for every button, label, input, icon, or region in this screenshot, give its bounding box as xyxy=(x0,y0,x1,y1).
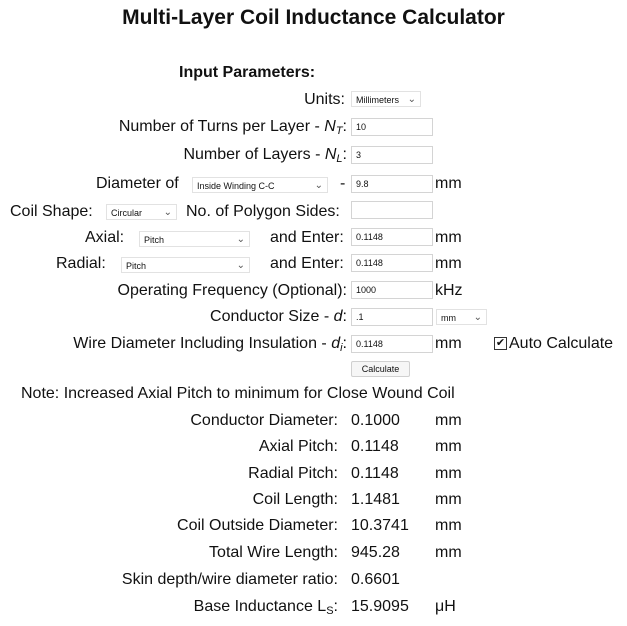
result-conductor-diameter-unit: mm xyxy=(435,412,462,429)
frequency-label: Operating Frequency (Optional): xyxy=(117,282,347,299)
wire-diameter-input[interactable]: 0.1148 xyxy=(351,335,433,353)
chevron-down-icon: ⌄ xyxy=(407,94,416,105)
coil-shape-select[interactable] xyxy=(106,204,177,220)
axial-label: Axial: xyxy=(85,229,125,246)
result-inductance-unit: μH xyxy=(435,598,456,615)
chevron-down-icon: ⌄ xyxy=(236,234,245,245)
result-coil-length-unit: mm xyxy=(435,491,462,508)
conductor-unit-value: mm xyxy=(441,313,456,323)
result-wire-length-unit: mm xyxy=(435,544,462,561)
turns-input[interactable]: 10 xyxy=(351,118,433,136)
result-inductance-label: Base Inductance $L_S$: xyxy=(193,598,338,617)
calculate-button[interactable]: Calculate xyxy=(351,361,410,377)
frequency-input[interactable]: 1000 xyxy=(351,281,433,299)
layers-label: Number of Layers - $N_L$: xyxy=(183,146,347,165)
diameter-input[interactable]: 9.8 xyxy=(351,175,433,193)
axial-enter-label: and Enter: xyxy=(270,229,344,246)
chevron-down-icon: ⌄ xyxy=(236,260,245,271)
result-skin-depth-value: 0.6601 xyxy=(351,571,400,588)
axial-select-value: Pitch xyxy=(144,235,165,245)
result-inductance-value: 15.9095 xyxy=(351,598,409,615)
result-wire-length-label: Total Wire Length: xyxy=(209,544,338,561)
result-axial-pitch-unit: mm xyxy=(435,438,462,455)
result-outside-diameter-value: 10.3741 xyxy=(351,517,409,534)
result-coil-length-value: 1.1481 xyxy=(351,491,400,508)
chevron-down-icon: ⌄ xyxy=(314,180,323,191)
turns-label: Number of Turns per Layer - $N_T$: xyxy=(118,118,347,137)
coil-shape-value: Circular xyxy=(111,208,143,218)
note-text: Note: Increased Axial Pitch to minimum for Close Wound Coil xyxy=(21,385,455,402)
result-skin-depth-label: Skin depth/wire diameter ratio: xyxy=(121,571,338,588)
units-select-value: Millimeters xyxy=(356,95,400,105)
input-parameters-heading: Input Parameters: xyxy=(179,64,316,81)
wire-diameter-unit: mm xyxy=(435,335,462,352)
diameter-type-value: Inside Winding C-C xyxy=(197,181,275,191)
result-radial-pitch-value: 0.1148 xyxy=(351,465,399,482)
axial-unit: mm xyxy=(435,229,462,246)
result-conductor-diameter-value: 0.1000 xyxy=(351,412,400,429)
result-axial-pitch-label: Axial Pitch: xyxy=(258,438,338,455)
frequency-unit: kHz xyxy=(435,282,463,299)
wire-diameter-label: Wire Diameter Including Insulation - $d_i$: xyxy=(73,335,347,354)
polygon-sides-input[interactable] xyxy=(351,201,433,219)
result-outside-diameter-label: Coil Outside Diameter: xyxy=(177,517,338,534)
radial-unit: mm xyxy=(435,255,462,272)
coil-shape-label: Coil Shape: xyxy=(10,203,93,220)
layers-input[interactable]: 3 xyxy=(351,146,433,164)
result-axial-pitch-value: 0.1148 xyxy=(351,438,399,455)
diameter-label: Diameter of xyxy=(96,175,179,192)
result-radial-pitch-unit: mm xyxy=(435,465,462,482)
units-label: Units: xyxy=(304,91,345,108)
polygon-sides-label: No. of Polygon Sides: xyxy=(186,203,340,220)
result-radial-pitch-label: Radial Pitch: xyxy=(248,465,338,482)
chevron-down-icon: ⌄ xyxy=(163,207,172,218)
auto-calculate-checkbox[interactable]: ✔ xyxy=(495,337,506,349)
auto-calculate-label: Auto Calculate xyxy=(509,335,614,352)
conductor-unit-select[interactable] xyxy=(436,309,487,325)
diameter-unit: mm xyxy=(435,175,462,192)
chevron-down-icon: ⌄ xyxy=(473,312,482,323)
conductor-size-label: Conductor Size - d: xyxy=(210,308,347,325)
result-coil-length-label: Coil Length: xyxy=(252,491,338,508)
radial-select-value: Pitch xyxy=(126,261,147,271)
result-wire-length-value: 945.28 xyxy=(351,544,400,561)
conductor-size-input[interactable]: .1 xyxy=(351,308,433,326)
axial-input[interactable]: 0.1148 xyxy=(351,228,433,246)
result-outside-diameter-unit: mm xyxy=(435,517,462,534)
radial-select[interactable] xyxy=(121,257,250,273)
units-select[interactable] xyxy=(351,91,421,107)
diameter-dash: - xyxy=(340,175,346,192)
radial-label: Radial: xyxy=(56,255,106,272)
result-conductor-diameter-label: Conductor Diameter: xyxy=(190,412,338,429)
radial-input[interactable]: 0.1148 xyxy=(351,254,433,272)
axial-select[interactable] xyxy=(139,231,250,247)
page-title: Multi-Layer Coil Inductance Calculator xyxy=(122,6,505,29)
radial-enter-label: and Enter: xyxy=(270,255,344,272)
diameter-type-select[interactable] xyxy=(192,177,328,193)
